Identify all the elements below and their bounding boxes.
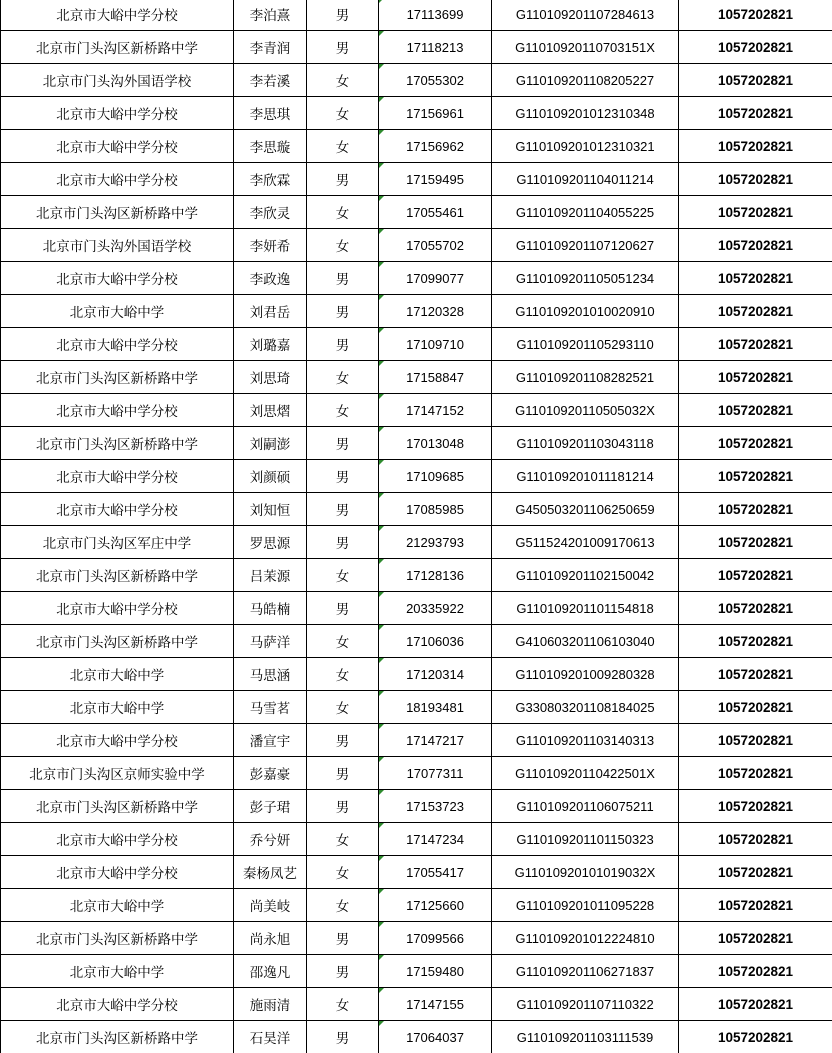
code-cell[interactable]: 1057202821 — [679, 856, 832, 889]
gender-cell[interactable]: 女 — [307, 361, 379, 394]
code-cell[interactable]: 1057202821 — [679, 526, 832, 559]
table-row — [1, 988, 832, 1021]
table-row — [1, 394, 832, 427]
student-id-cell[interactable]: 17120314 — [379, 658, 492, 691]
school-cell[interactable]: 北京市大峪中学分校 — [1, 0, 234, 31]
student-id-cell[interactable]: 17128136 — [379, 559, 492, 592]
student-name-cell[interactable]: 乔兮妍 — [234, 823, 307, 856]
school-cell[interactable]: 北京市大峪中学分校 — [1, 262, 234, 295]
table-row — [1, 361, 832, 394]
code-cell[interactable]: 1057202821 — [679, 955, 832, 988]
student-id-cell[interactable]: 17055302 — [379, 64, 492, 97]
registration-number-cell[interactable]: G110109201108205227 — [492, 64, 679, 97]
table-row — [1, 229, 832, 262]
school-cell[interactable]: 北京市大峪中学分校 — [1, 130, 234, 163]
school-cell[interactable]: 北京市大峪中学分校 — [1, 592, 234, 625]
registration-number-cell[interactable]: G410603201106103040 — [492, 625, 679, 658]
code-cell[interactable]: 1057202821 — [679, 328, 832, 361]
school-cell[interactable]: 北京市大峪中学分校 — [1, 394, 234, 427]
student-id-cell[interactable]: 17113699 — [379, 0, 492, 31]
code-cell[interactable]: 1057202821 — [679, 823, 832, 856]
code-cell[interactable]: 1057202821 — [679, 262, 832, 295]
student-id-cell[interactable]: 17125660 — [379, 889, 492, 922]
student-id-cell[interactable]: 17077311 — [379, 757, 492, 790]
gender-cell[interactable]: 女 — [307, 97, 379, 130]
student-name-cell[interactable]: 罗思源 — [234, 526, 307, 559]
school-cell[interactable]: 北京市门头沟区新桥路中学 — [1, 361, 234, 394]
student-id-cell[interactable]: 17109685 — [379, 460, 492, 493]
registration-number-cell[interactable]: G110109201011095228 — [492, 889, 679, 922]
student-id-cell[interactable]: 17064037 — [379, 1021, 492, 1053]
student-id-cell[interactable]: 17147234 — [379, 823, 492, 856]
registration-number-cell[interactable]: G110109201012310321 — [492, 130, 679, 163]
registration-number-cell[interactable]: G110109201103043118 — [492, 427, 679, 460]
student-id-cell[interactable]: 17055417 — [379, 856, 492, 889]
code-cell[interactable]: 1057202821 — [679, 757, 832, 790]
gender-cell[interactable]: 男 — [307, 163, 379, 196]
school-cell[interactable]: 北京市大峪中学 — [1, 295, 234, 328]
registration-number-cell[interactable]: G110109201012310348 — [492, 97, 679, 130]
student-id-cell[interactable]: 17120328 — [379, 295, 492, 328]
code-cell[interactable]: 1057202821 — [679, 592, 832, 625]
student-name-cell[interactable]: 石昊洋 — [234, 1021, 307, 1053]
gender-cell[interactable]: 女 — [307, 658, 379, 691]
student-name-cell[interactable]: 李泊熹 — [234, 0, 307, 31]
student-id-cell[interactable]: 17153723 — [379, 790, 492, 823]
table-row — [1, 460, 832, 493]
school-cell[interactable]: 北京市大峪中学分校 — [1, 823, 234, 856]
student-id-cell[interactable]: 17099077 — [379, 262, 492, 295]
table-row — [1, 559, 832, 592]
student-name-cell[interactable]: 施雨清 — [234, 988, 307, 1021]
student-name-cell[interactable]: 马萨洋 — [234, 625, 307, 658]
registration-number-cell[interactable]: G330803201108184025 — [492, 691, 679, 724]
student-id-cell[interactable]: 17158847 — [379, 361, 492, 394]
student-name-cell[interactable]: 马思涵 — [234, 658, 307, 691]
registration-number-cell[interactable]: G110109201011181214 — [492, 460, 679, 493]
registration-number-cell[interactable]: G110109201103111539 — [492, 1021, 679, 1053]
code-cell[interactable]: 1057202821 — [679, 625, 832, 658]
gender-cell[interactable]: 女 — [307, 988, 379, 1021]
registration-number-cell[interactable]: G11010920101019032X — [492, 856, 679, 889]
code-cell[interactable]: 1057202821 — [679, 559, 832, 592]
student-name-cell[interactable]: 马雪茗 — [234, 691, 307, 724]
table-row — [1, 955, 832, 988]
table-row — [1, 823, 832, 856]
table-row — [1, 1021, 832, 1053]
gender-cell[interactable]: 男 — [307, 526, 379, 559]
student-name-cell[interactable]: 秦杨凤艺 — [234, 856, 307, 889]
registration-number-cell[interactable]: G110109201104011214 — [492, 163, 679, 196]
table-row — [1, 889, 832, 922]
registration-number-cell[interactable]: G110109201106271837 — [492, 955, 679, 988]
school-cell[interactable]: 北京市大峪中学分校 — [1, 163, 234, 196]
school-cell[interactable]: 北京市大峪中学分校 — [1, 988, 234, 1021]
registration-number-cell[interactable]: G11010920110505032X — [492, 394, 679, 427]
student-name-cell[interactable]: 刘知恒 — [234, 493, 307, 526]
student-name-cell[interactable]: 李欣灵 — [234, 196, 307, 229]
registration-number-cell[interactable]: G110109201105051234 — [492, 262, 679, 295]
registration-number-cell[interactable]: G110109201101150323 — [492, 823, 679, 856]
table-row — [1, 328, 832, 361]
student-id-cell[interactable]: 17147217 — [379, 724, 492, 757]
gender-cell[interactable]: 女 — [307, 559, 379, 592]
school-cell[interactable]: 北京市大峪中学 — [1, 658, 234, 691]
student-id-cell[interactable]: 17099566 — [379, 922, 492, 955]
gender-cell[interactable]: 男 — [307, 460, 379, 493]
gender-cell[interactable]: 男 — [307, 1021, 379, 1053]
gender-cell[interactable]: 女 — [307, 625, 379, 658]
code-cell[interactable]: 1057202821 — [679, 163, 832, 196]
gender-cell[interactable]: 男 — [307, 592, 379, 625]
student-id-cell[interactable]: 17159480 — [379, 955, 492, 988]
gender-cell[interactable]: 女 — [307, 691, 379, 724]
student-name-cell[interactable]: 李青润 — [234, 31, 307, 64]
registration-number-cell[interactable]: G110109201105293110 — [492, 328, 679, 361]
student-name-cell[interactable]: 彭嘉豪 — [234, 757, 307, 790]
table-row — [1, 856, 832, 889]
registration-number-cell[interactable]: G11010920110703151X — [492, 31, 679, 64]
student-name-cell[interactable]: 尚永旭 — [234, 922, 307, 955]
school-cell[interactable]: 北京市大峪中学分校 — [1, 460, 234, 493]
code-cell[interactable]: 1057202821 — [679, 691, 832, 724]
table-row — [1, 0, 832, 31]
school-cell[interactable]: 北京市大峪中学分校 — [1, 328, 234, 361]
table-row — [1, 724, 832, 757]
gender-cell[interactable]: 男 — [307, 724, 379, 757]
student-id-cell[interactable]: 17013048 — [379, 427, 492, 460]
code-cell[interactable]: 1057202821 — [679, 889, 832, 922]
code-cell[interactable]: 1057202821 — [679, 460, 832, 493]
gender-cell[interactable]: 男 — [307, 31, 379, 64]
code-cell[interactable]: 1057202821 — [679, 427, 832, 460]
table-row — [1, 196, 832, 229]
student-name-cell[interactable]: 刘颜硕 — [234, 460, 307, 493]
code-cell[interactable]: 1057202821 — [679, 229, 832, 262]
school-cell[interactable]: 北京市门头沟区新桥路中学 — [1, 196, 234, 229]
student-name-cell[interactable]: 潘宣宇 — [234, 724, 307, 757]
student-id-cell[interactable]: 17055461 — [379, 196, 492, 229]
student-id-cell[interactable]: 17055702 — [379, 229, 492, 262]
student-name-cell[interactable]: 李若溪 — [234, 64, 307, 97]
table-row — [1, 658, 832, 691]
student-name-cell[interactable]: 李妍希 — [234, 229, 307, 262]
student-id-cell[interactable]: 17106036 — [379, 625, 492, 658]
table-row — [1, 592, 832, 625]
school-cell[interactable]: 北京市大峪中学分校 — [1, 97, 234, 130]
student-id-cell[interactable]: 20335922 — [379, 592, 492, 625]
registration-number-cell[interactable]: G110109201009280328 — [492, 658, 679, 691]
school-cell[interactable]: 北京市门头沟区新桥路中学 — [1, 31, 234, 64]
school-cell[interactable]: 北京市门头沟区京师实验中学 — [1, 757, 234, 790]
code-cell[interactable]: 1057202821 — [679, 31, 832, 64]
student-name-cell[interactable]: 彭子珺 — [234, 790, 307, 823]
gender-cell[interactable]: 男 — [307, 790, 379, 823]
student-id-cell[interactable]: 17156961 — [379, 97, 492, 130]
table-row — [1, 691, 832, 724]
registration-number-cell[interactable]: G450503201106250659 — [492, 493, 679, 526]
gender-cell[interactable]: 女 — [307, 823, 379, 856]
student-name-cell[interactable]: 李欣霖 — [234, 163, 307, 196]
student-id-cell[interactable]: 17147155 — [379, 988, 492, 1021]
student-name-cell[interactable]: 吕茉源 — [234, 559, 307, 592]
student-name-cell[interactable]: 刘君岳 — [234, 295, 307, 328]
student-id-cell[interactable]: 21293793 — [379, 526, 492, 559]
registration-number-cell[interactable]: G110109201106075211 — [492, 790, 679, 823]
table-row — [1, 31, 832, 64]
student-name-cell[interactable]: 邵逸凡 — [234, 955, 307, 988]
school-cell[interactable]: 北京市大峪中学 — [1, 955, 234, 988]
code-cell[interactable]: 1057202821 — [679, 1021, 832, 1053]
registration-number-cell[interactable]: G110109201102150042 — [492, 559, 679, 592]
school-cell[interactable]: 北京市大峪中学 — [1, 889, 234, 922]
table-body — [1, 0, 832, 1053]
table-row — [1, 757, 832, 790]
student-id-cell[interactable]: 17156962 — [379, 130, 492, 163]
gender-cell[interactable]: 男 — [307, 757, 379, 790]
student-id-cell[interactable]: 17118213 — [379, 31, 492, 64]
gender-cell[interactable]: 男 — [307, 328, 379, 361]
code-cell[interactable]: 1057202821 — [679, 658, 832, 691]
table-row — [1, 130, 832, 163]
gender-cell[interactable]: 女 — [307, 130, 379, 163]
gender-cell[interactable]: 男 — [307, 262, 379, 295]
school-cell[interactable]: 北京市门头沟区新桥路中学 — [1, 427, 234, 460]
table-row — [1, 526, 832, 559]
school-cell[interactable]: 北京市大峪中学分校 — [1, 724, 234, 757]
registration-number-cell[interactable]: G110109201101154818 — [492, 592, 679, 625]
gender-cell[interactable]: 女 — [307, 64, 379, 97]
code-cell[interactable]: 1057202821 — [679, 988, 832, 1021]
student-id-cell[interactable]: 17147152 — [379, 394, 492, 427]
table-row — [1, 163, 832, 196]
school-cell[interactable]: 北京市门头沟区新桥路中学 — [1, 790, 234, 823]
student-name-cell[interactable]: 刘嗣澎 — [234, 427, 307, 460]
gender-cell[interactable]: 女 — [307, 394, 379, 427]
registration-number-cell[interactable]: G110109201010020910 — [492, 295, 679, 328]
school-cell[interactable]: 北京市门头沟外国语学校 — [1, 64, 234, 97]
registration-number-cell[interactable]: G11010920110422501X — [492, 757, 679, 790]
code-cell[interactable]: 1057202821 — [679, 295, 832, 328]
gender-cell[interactable]: 男 — [307, 0, 379, 31]
table-row — [1, 295, 832, 328]
school-cell[interactable]: 北京市门头沟外国语学校 — [1, 229, 234, 262]
student-id-cell[interactable]: 17085985 — [379, 493, 492, 526]
table-row — [1, 262, 832, 295]
gender-cell[interactable]: 女 — [307, 229, 379, 262]
school-cell[interactable]: 北京市门头沟区军庄中学 — [1, 526, 234, 559]
student-name-cell[interactable]: 刘思琦 — [234, 361, 307, 394]
table-row — [1, 625, 832, 658]
gender-cell[interactable]: 男 — [307, 295, 379, 328]
student-id-cell[interactable]: 18193481 — [379, 691, 492, 724]
gender-cell[interactable]: 女 — [307, 856, 379, 889]
gender-cell[interactable]: 女 — [307, 889, 379, 922]
code-cell[interactable]: 1057202821 — [679, 64, 832, 97]
table-row — [1, 493, 832, 526]
code-cell[interactable]: 1057202821 — [679, 361, 832, 394]
student-name-cell[interactable]: 尚美岐 — [234, 889, 307, 922]
code-cell[interactable]: 1057202821 — [679, 130, 832, 163]
code-cell[interactable]: 1057202821 — [679, 790, 832, 823]
gender-cell[interactable]: 女 — [307, 196, 379, 229]
table-row — [1, 427, 832, 460]
school-cell[interactable]: 北京市大峪中学分校 — [1, 493, 234, 526]
school-cell[interactable]: 北京市大峪中学 — [1, 691, 234, 724]
code-cell[interactable]: 1057202821 — [679, 493, 832, 526]
code-cell[interactable]: 1057202821 — [679, 922, 832, 955]
student-name-cell[interactable]: 马皓楠 — [234, 592, 307, 625]
student-id-cell[interactable]: 17159495 — [379, 163, 492, 196]
gender-cell[interactable]: 男 — [307, 922, 379, 955]
registration-number-cell[interactable]: G511524201009170613 — [492, 526, 679, 559]
school-cell[interactable]: 北京市门头沟区新桥路中学 — [1, 922, 234, 955]
code-cell[interactable]: 1057202821 — [679, 724, 832, 757]
code-cell[interactable]: 1057202821 — [679, 394, 832, 427]
table-row — [1, 64, 832, 97]
school-cell[interactable]: 北京市门头沟区新桥路中学 — [1, 559, 234, 592]
code-cell[interactable]: 1057202821 — [679, 196, 832, 229]
school-cell[interactable]: 北京市门头沟区新桥路中学 — [1, 625, 234, 658]
table-row — [1, 922, 832, 955]
school-cell[interactable]: 北京市大峪中学分校 — [1, 856, 234, 889]
code-cell[interactable]: 1057202821 — [679, 97, 832, 130]
student-name-cell[interactable]: 刘思熠 — [234, 394, 307, 427]
registration-number-cell[interactable]: G110109201103140313 — [492, 724, 679, 757]
table-row — [1, 790, 832, 823]
student-name-cell[interactable]: 李政逸 — [234, 262, 307, 295]
registration-number-cell[interactable]: G110109201107120627 — [492, 229, 679, 262]
registration-number-cell[interactable]: G110109201107284613 — [492, 0, 679, 31]
code-cell[interactable]: 1057202821 — [679, 0, 832, 31]
registration-number-cell[interactable]: G110109201107110322 — [492, 988, 679, 1021]
school-cell[interactable]: 北京市门头沟区新桥路中学 — [1, 1021, 234, 1053]
student-name-cell[interactable]: 李思琪 — [234, 97, 307, 130]
student-name-cell[interactable]: 刘璐嘉 — [234, 328, 307, 361]
gender-cell[interactable]: 男 — [307, 493, 379, 526]
student-name-cell[interactable]: 李思璇 — [234, 130, 307, 163]
registration-number-cell[interactable]: G110109201108282521 — [492, 361, 679, 394]
gender-cell[interactable]: 男 — [307, 955, 379, 988]
table-row — [1, 97, 832, 130]
gender-cell[interactable]: 男 — [307, 427, 379, 460]
registration-number-cell[interactable]: G110109201012224810 — [492, 922, 679, 955]
registration-number-cell[interactable]: G110109201104055225 — [492, 196, 679, 229]
student-id-cell[interactable]: 17109710 — [379, 328, 492, 361]
